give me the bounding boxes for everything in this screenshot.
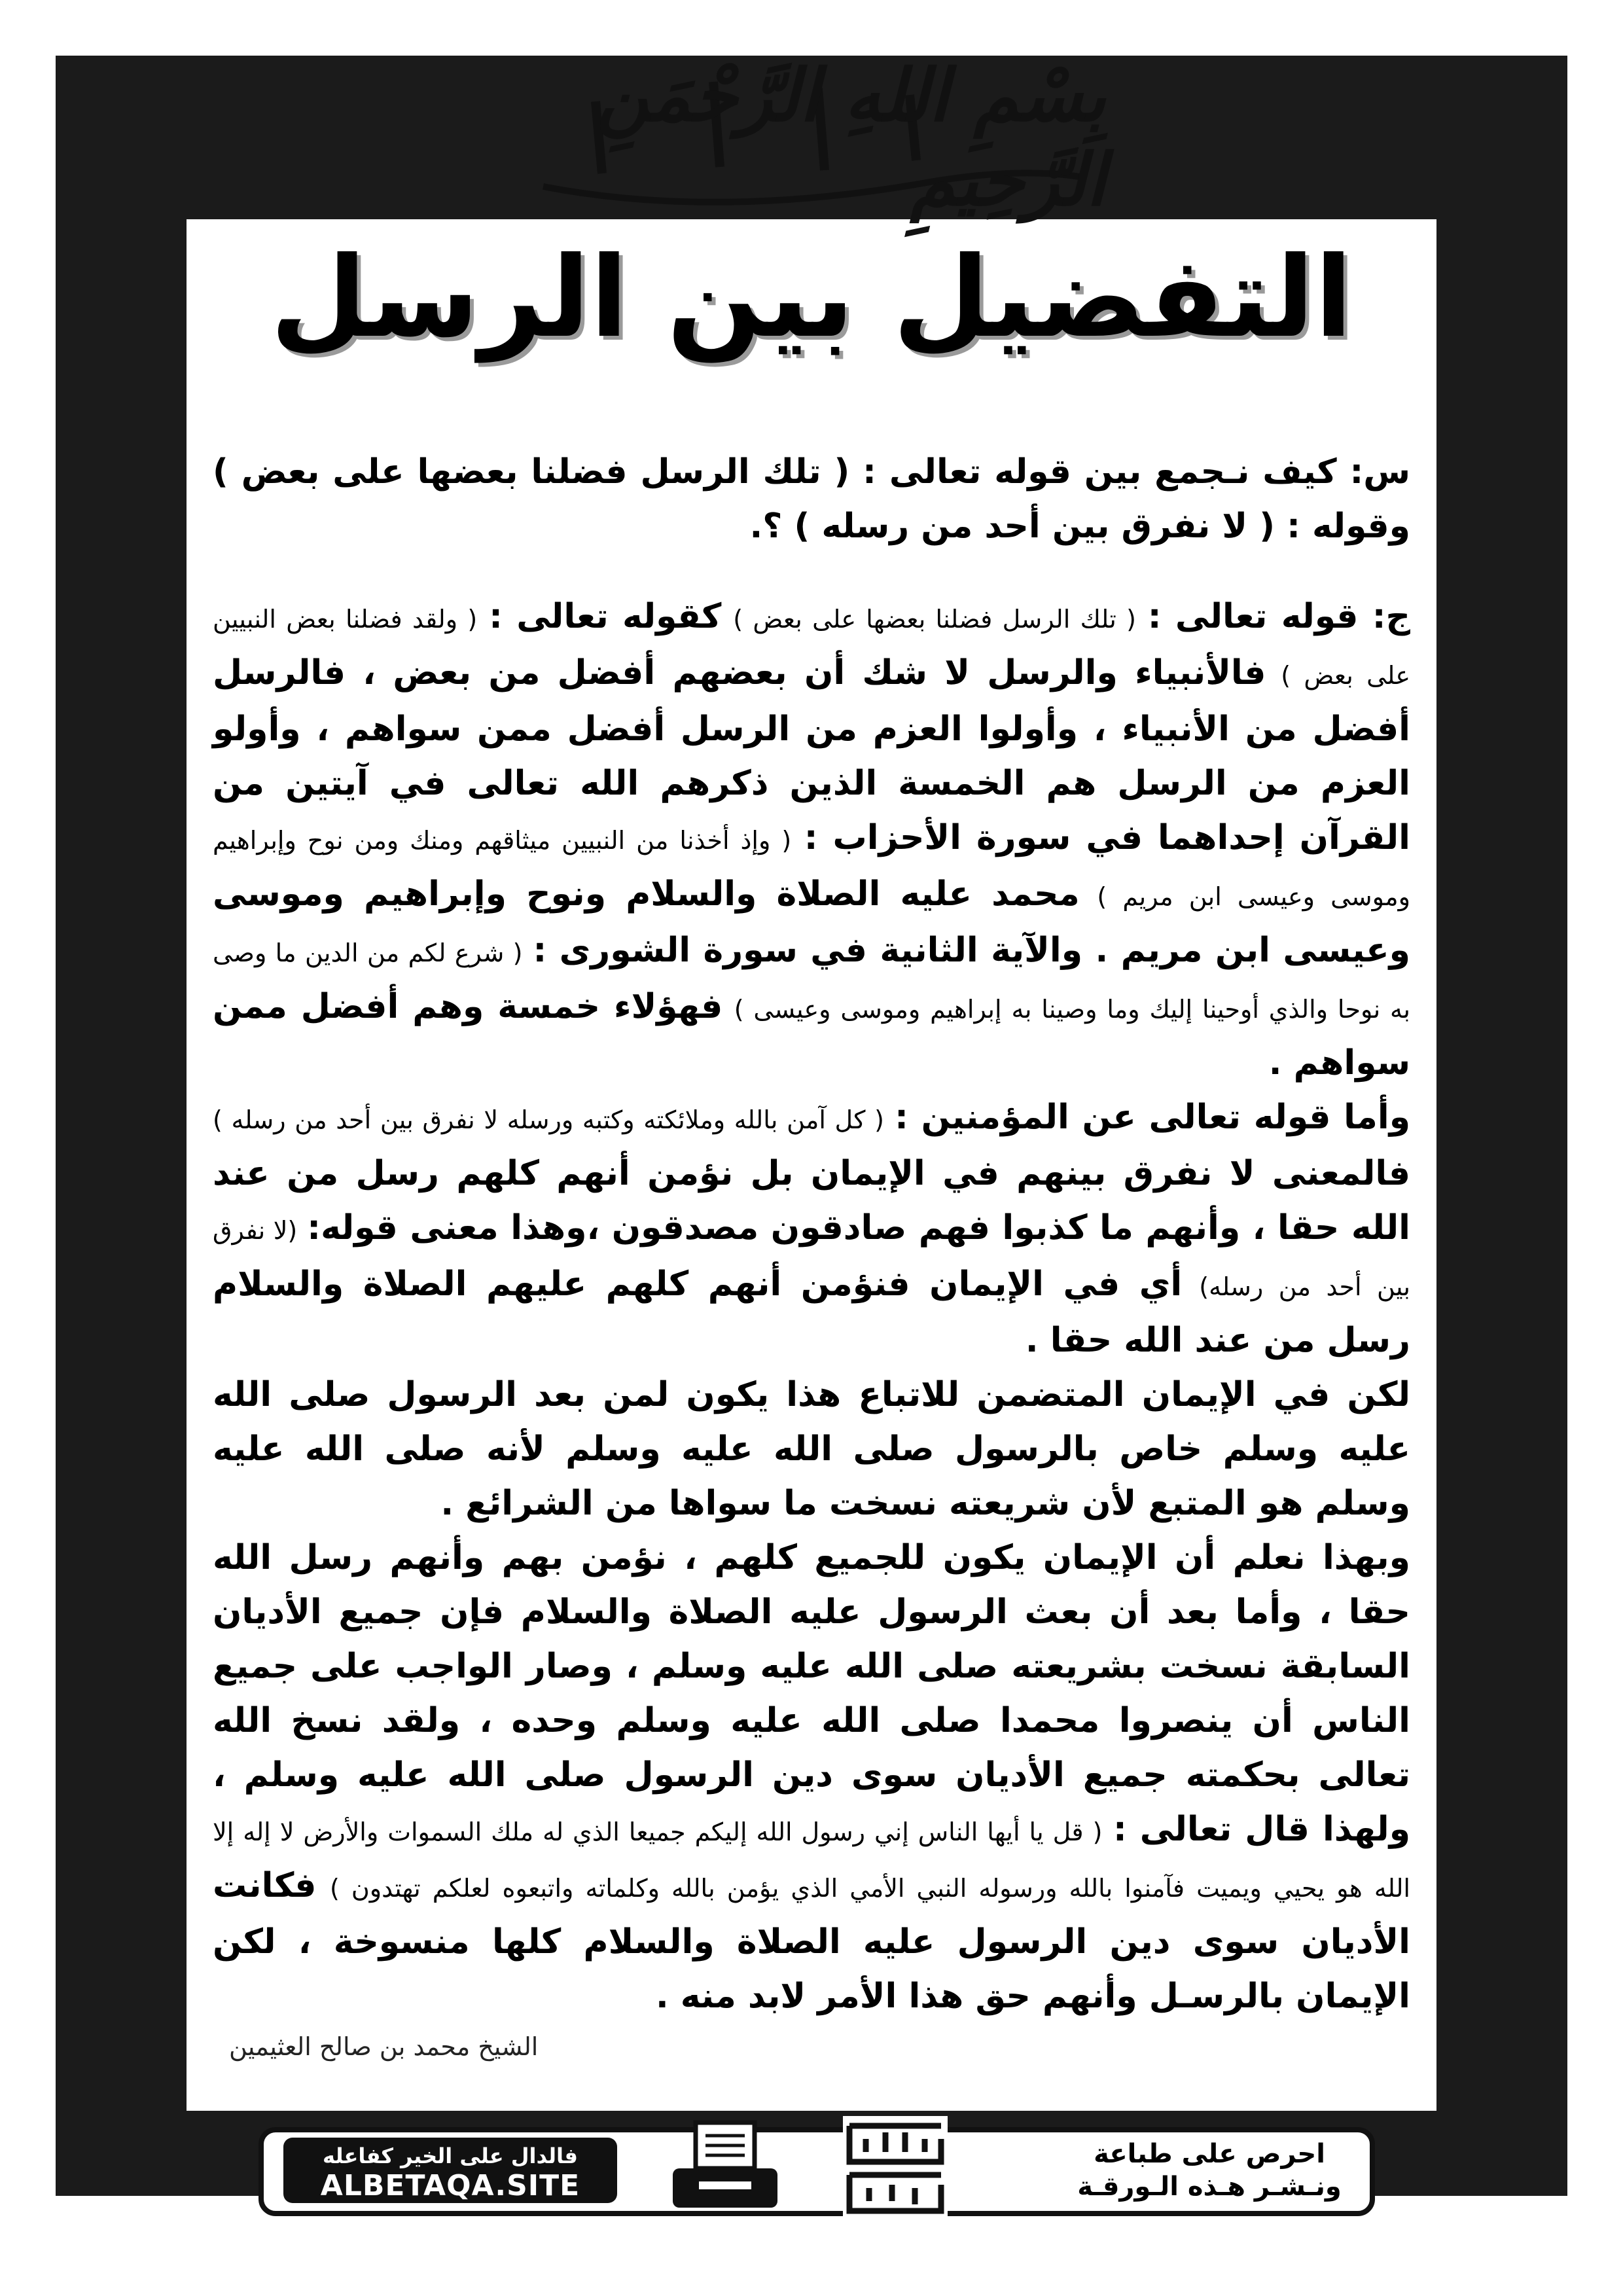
page-title: التفضيل بين الرسل bbox=[270, 233, 1353, 363]
answer-paragraph-1 bbox=[213, 590, 1410, 1090]
quran-quote: ( وإذ أخذنا من النبيين ميثاقهم ومنك ومن نوح وإبراهيم وموسى وعيسى ابن مريم ) bbox=[213, 826, 1410, 911]
question-paragraph bbox=[213, 445, 1410, 554]
answer-text: ج: قوله تعالى : bbox=[1147, 597, 1411, 636]
quran-quote: ( ولقد فضلنا بعض النبيين على بعض ) bbox=[213, 605, 1411, 690]
basmala-calligraphy bbox=[517, 53, 1106, 222]
footer-slogan: فالدال على الخير كفاعله bbox=[323, 2144, 578, 2168]
footer-website[interactable]: ALBETAQA.SITE bbox=[320, 2169, 580, 2202]
footer-banner bbox=[259, 2127, 1375, 2221]
answer-paragraph-3 bbox=[213, 1368, 1410, 1531]
quran-quote: ( شرع لكم من الدين ما وصى به نوحا والذي أوحينا إليك وما وصينا به إبراهيم وموسى وعيسى ) bbox=[213, 939, 1410, 1024]
answer-text: أي في الإيمان فنؤمن أنهم كلهم عليهم الصلاة والسلام رسل من عند الله حقا . bbox=[213, 1265, 1410, 1360]
printer-icon bbox=[666, 2119, 784, 2220]
answer-text: لكن في الإيمان المتضمن للاتباع هذا يكون لمن بعد الرسول صلى الله عليه وسلم خاص بالرسول صلى الله عليه وسلم لأنه صلى الله عليه وسلم هو المتبع لأن شريعته نسخت ما سواها من الشرائع . bbox=[213, 1375, 1410, 1523]
answer-text: فالمعنى لا نفرق بينهم في الإيمان بل نؤمن أنهم كلهم رسل من عند الله حقا ، وأنهم ما كذبوا فهم صادقون مصدقون ،وهذا معنى قوله: bbox=[213, 1154, 1411, 1247]
answer-text: فكانت الأديان سوى دين الرسول عليه الصلاة والسلام كلها منسوخة ، لكن الإيمان بالرسـل وأنهم حق هذا الأمر لابد منه . bbox=[213, 1866, 1410, 2016]
footer-print-line-2: ونـشـر هـذه الـورقـة bbox=[1077, 2172, 1342, 2202]
answer-text: فهؤلاء خمسة وهم أفضل ممن سواهم . bbox=[213, 987, 1410, 1083]
quran-quote: ( كل آمن بالله وملائكته وكتبه ورسله لا نفرق بين أحد من رسله ) bbox=[213, 1105, 884, 1134]
basmala-text: بِسْمِ اللهِ الرَّحْمَنِ الرَّحِيمِ bbox=[596, 53, 1106, 222]
quran-quote: (لا نفرق بين أحد من رسله) bbox=[213, 1216, 1411, 1301]
quran-quote: ( تلك الرسل فضلنا بعضها على بعض ) bbox=[733, 605, 1136, 634]
answer-text: فالأنبياء والرسل لا شك أن بعضهم أفضل من بعض ، فالرسل أفضل من الأنبياء ، وأولوا العزم من الرسل أفضل ممن سواهم ، وأولو العزم من الرسل هم الخمسة الذين ذكرهم الله تعالى في آيتين من القرآن إحداهما في سورة الأحزاب : bbox=[213, 653, 1410, 857]
answer-text: كقوله تعالى : bbox=[489, 597, 722, 636]
dawah-paper-logo bbox=[840, 2113, 951, 2227]
answer-text: محمد عليه الصلاة والسلام ونوح وإبراهيم وموسى وعيسى ابن مريم . والآية الثانية في سورة الشورى : bbox=[213, 874, 1410, 970]
footer-website-box bbox=[283, 2138, 617, 2203]
question-text: س: كيف نـجمع بين قوله تعالى : ( تلك الرسل فضلنا بعضها على بعض ) وقوله : ( لا نفرق بين أحد من رسله ) ؟. bbox=[213, 452, 1410, 546]
footer-print-note bbox=[1062, 2138, 1357, 2203]
footer-print-line-1: احرص على طباعة bbox=[1094, 2139, 1325, 2169]
author-signature: الشيخ محمد بن صالح العثيمين bbox=[229, 2032, 539, 2061]
answer-text: وأما قوله تعالى عن المؤمنين : bbox=[895, 1098, 1411, 1137]
answer-paragraph-2 bbox=[213, 1090, 1410, 1368]
answer-paragraph-4 bbox=[213, 1531, 1410, 2024]
article-body bbox=[213, 445, 1410, 2024]
answer-text: وبهذا نعلم أن الإيمان يكون للجميع كلهم ، نؤمن بهم وأنهم رسل الله حقا ، وأما بعد أن بعث الرسول عليه الصلاة والسلام فإن جميع الأديان السابقة نسخت بشريعته صلى الله عليه وسلم ، وصار الواجب على جميع الناس أن ينصروا محمدا صلى الله عليه وسلم وحده ، ولقد نسخ الله تعالى بحكمته جميع الأديان سوى دين الرسول صلى الله عليه وسلم ، ولهذا قال تعالى : bbox=[213, 1538, 1411, 1849]
quran-quote: ( قل يا أيها الناس إني رسول الله إليكم جميعا الذي له ملك السموات والأرض لا إله إلا الله هو يحيي ويميت فآمنوا بالله ورسوله النبي الأمي الذي يؤمن بالله وكلماته واتبعوه لعلكم تهتدون ) bbox=[213, 1818, 1410, 1903]
